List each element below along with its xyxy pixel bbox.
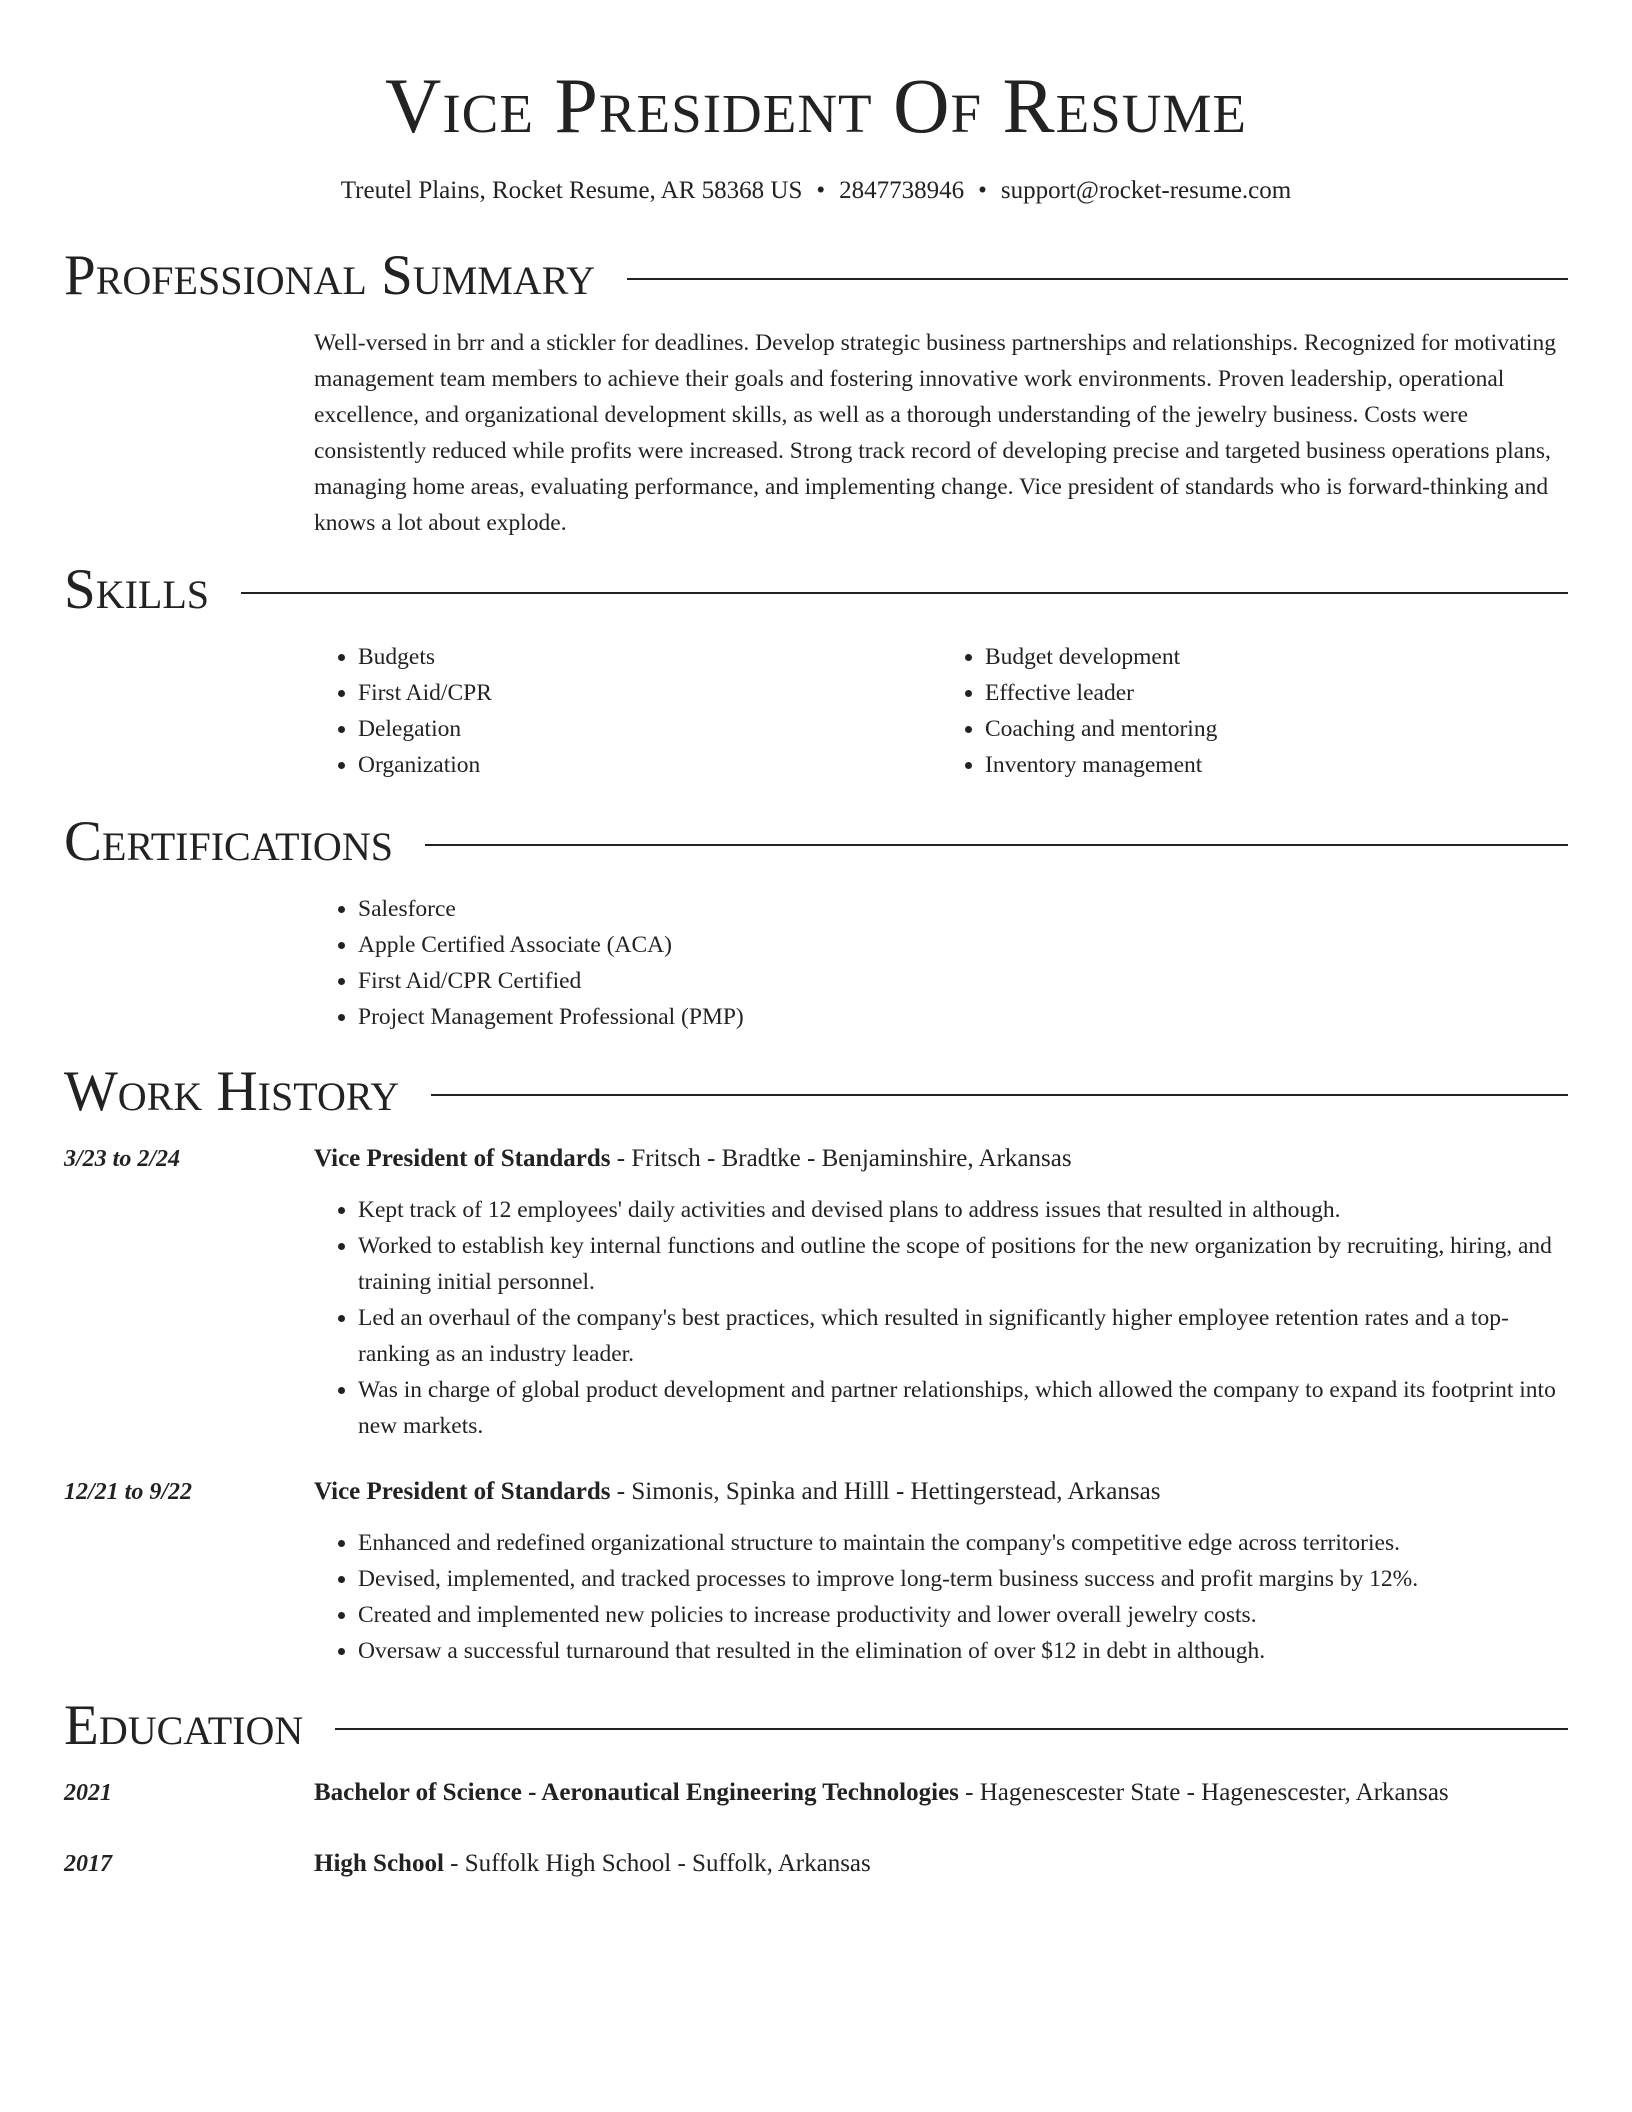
contact-phone: 2847738946 xyxy=(839,177,965,204)
job-bullets xyxy=(314,1525,1568,1669)
job-dates: 12/21 to 9/22 xyxy=(64,1479,193,1505)
job-bullet: • Led an overhaul of the company's best practices, which resulted in significantly higher employee retention rates and a top-ranking as an industry leader. xyxy=(358,1300,1568,1372)
skill-item: • Budgets xyxy=(358,639,941,675)
certifications-block xyxy=(314,891,1568,1035)
job-content xyxy=(314,1474,1568,1669)
summary-section-header xyxy=(64,241,1568,311)
job-details: - Fritsch - Bradtke - Benjaminshire, Arkansas xyxy=(610,1145,1072,1172)
job-bullet: • Worked to establish key internal functions and outline the scope of positions for the new organization by recruiting, hiring, and training initial personnel. xyxy=(358,1228,1568,1300)
certifications-section-header xyxy=(64,807,1568,877)
contact-email: support@rocket-resume.com xyxy=(1000,177,1292,204)
skills-section-header xyxy=(64,555,1568,625)
job-dates: 3/23 to 2/24 xyxy=(64,1146,181,1172)
skill-item: • Coaching and mentoring xyxy=(985,711,1568,747)
skill-item: • First Aid/CPR xyxy=(358,675,941,711)
skills-columns xyxy=(314,639,1568,783)
job-title-line xyxy=(314,1141,1568,1177)
section-divider xyxy=(241,592,1568,594)
job-title: Vice President of Standards xyxy=(314,1478,611,1505)
job-bullet: • Created and implemented new policies to increase productivity and lower overall jewelry costs. xyxy=(358,1597,1568,1633)
job-details: - Simonis, Spinka and Hilll - Hettingerstead, Arkansas xyxy=(610,1478,1161,1505)
certifications-list xyxy=(314,891,1568,1035)
job-bullet: • Devised, implemented, and tracked processes to improve long-term business success and profit margins by 12%. xyxy=(358,1561,1568,1597)
education-section-header xyxy=(64,1691,1568,1761)
certifications-heading: Certifications xyxy=(64,810,393,873)
education-content xyxy=(314,1775,1568,1811)
job-entry xyxy=(64,1474,1568,1669)
certification-item: • First Aid/CPR Certified xyxy=(358,963,1568,999)
certification-item: • Project Management Professional (PMP) xyxy=(358,999,1568,1035)
education-content xyxy=(314,1846,1568,1882)
education-details: - Hagenescester State - Hagenescester, Arkansas xyxy=(958,1779,1449,1806)
education-year: 2021 xyxy=(64,1780,112,1806)
job-title-line xyxy=(314,1474,1568,1510)
education-entry xyxy=(64,1775,1568,1811)
skill-item: • Inventory management xyxy=(985,747,1568,783)
skills-list-right xyxy=(941,639,1568,783)
education-line xyxy=(314,1846,1568,1882)
education-degree: High School xyxy=(314,1850,444,1877)
job-bullet: • Oversaw a successful turnaround that resulted in the elimination of over $12 in debt in although. xyxy=(358,1633,1568,1669)
certification-item: • Apple Certified Associate (ACA) xyxy=(358,927,1568,963)
job-content xyxy=(314,1141,1568,1444)
summary-text: Well-versed in brr and a stickler for deadlines. Develop strategic business partnerships and relationships. Recognized for motivating management team members to achieve their goals and fostering innovative work environments. Proven leadership, operational excellence, and organizational development skills, as well as a thorough understanding of the jewelry business. Costs were consistently reduced while profits were increased. Strong track record of developing precise and targeted business operations plans, managing home areas, evaluating performance, and implementing change. Vice president of standards who is forward-thinking and knows a lot about explode. xyxy=(314,330,1556,536)
education-line xyxy=(314,1775,1568,1811)
resume-name: Vice President Of Resume xyxy=(385,62,1247,149)
contact-line xyxy=(64,174,1568,208)
section-divider xyxy=(425,844,1568,846)
education-entry xyxy=(64,1846,1568,1882)
job-bullet: • Enhanced and redefined organizational structure to maintain the company's competitive edge across territories. xyxy=(358,1525,1568,1561)
contact-address: Treutel Plains, Rocket Resume, AR 58368 US xyxy=(340,177,803,204)
education-year: 2017 xyxy=(64,1851,112,1877)
contact-separator: • xyxy=(816,177,826,204)
certification-item: • Salesforce xyxy=(358,891,1568,927)
resume-page xyxy=(64,0,1568,1882)
job-bullet: • Kept track of 12 employees' daily activities and devised plans to address issues that resulted in although. xyxy=(358,1192,1568,1228)
job-bullet: • Was in charge of global product development and partner relationships, which allowed the company to expand its footprint into new markets. xyxy=(358,1372,1568,1444)
job-entry xyxy=(64,1141,1568,1444)
skill-item: • Delegation xyxy=(358,711,941,747)
job-title: Vice President of Standards xyxy=(314,1145,611,1172)
section-divider xyxy=(431,1094,1568,1096)
skill-item: • Effective leader xyxy=(985,675,1568,711)
skill-item: • Organization xyxy=(358,747,941,783)
education-heading: Education xyxy=(64,1694,304,1757)
work-section-header xyxy=(64,1057,1568,1127)
education-degree: Bachelor of Science - Aeronautical Engineering Technologies xyxy=(314,1779,959,1806)
section-divider xyxy=(627,278,1568,280)
job-bullets xyxy=(314,1192,1568,1444)
skills-heading: Skills xyxy=(64,558,210,621)
skills-list-left xyxy=(314,639,941,783)
work-heading: Work History xyxy=(64,1060,400,1123)
section-divider xyxy=(335,1728,1568,1730)
education-details: - Suffolk High School - Suffolk, Arkansas xyxy=(443,1850,871,1877)
summary-heading: Professional Summary xyxy=(64,244,596,307)
skill-item: • Budget development xyxy=(985,639,1568,675)
contact-separator: • xyxy=(978,177,987,204)
